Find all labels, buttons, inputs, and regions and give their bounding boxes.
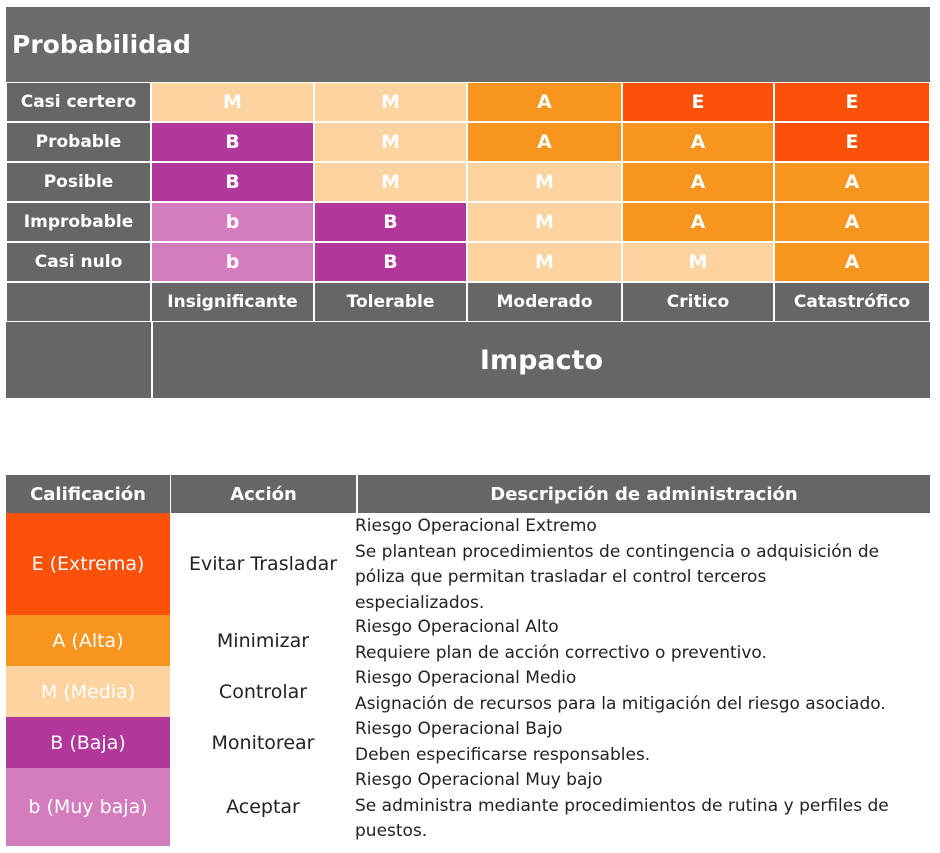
description-line: puestos. [355, 821, 428, 841]
risk-cell: B [151, 162, 314, 202]
risk-cell: M [467, 202, 622, 242]
description-line: póliza que permitan trasladar el control terceros [355, 567, 767, 587]
risk-cell: M [314, 162, 467, 202]
description-line: Se administra mediante procedimientos de rutina y perfiles de [355, 795, 889, 816]
risk-cell: M [151, 82, 314, 122]
description-cell [355, 768, 930, 845]
description-line: especializados. [355, 592, 485, 613]
impact-label: Moderado [467, 282, 622, 322]
risk-cell: E [622, 82, 774, 122]
description-line: Requiere plan de acción correctivo o preventivo. [355, 642, 767, 663]
risk-cell: A [774, 242, 930, 282]
corner-blank-bottom [6, 322, 151, 398]
description-line: Riesgo Operacional Bajo [355, 719, 563, 739]
description-line: Riesgo Operacional Medio [355, 668, 577, 688]
description-line: Riesgo Operacional Alto [355, 617, 559, 637]
impact-label: Critico [622, 282, 774, 322]
risk-cell: A [622, 162, 774, 202]
risk-cell: A [467, 82, 622, 122]
risk-cell: A [622, 122, 774, 162]
description-line: Riesgo Operacional Extremo [355, 516, 597, 536]
description-line: Asignación de recursos para la mitigación del riesgo asociado. [355, 693, 886, 714]
rating-cell: E (Extrema) [6, 513, 170, 615]
action-cell: Monitorear [211, 731, 315, 754]
description-cell [355, 717, 930, 768]
action-cell: Minimizar [216, 629, 310, 652]
risk-cell: A [774, 162, 930, 202]
rating-cell: b (Muy baja) [6, 768, 170, 846]
action-cell: Evitar Trasladar [188, 553, 338, 575]
risk-cell: M [467, 162, 622, 202]
description-line: Deben especificarse responsables. [355, 744, 651, 765]
header-description: Descripción de administración [356, 475, 930, 513]
risk-cell: M [314, 82, 467, 122]
probability-label: Probable [6, 122, 151, 162]
legend-table [6, 475, 930, 847]
risk-cell: A [622, 202, 774, 242]
probability-title: Probabilidad [6, 7, 930, 82]
risk-cell: E [774, 122, 930, 162]
probability-label: Casi nulo [6, 242, 151, 282]
rating-cell: B (Baja) [6, 717, 170, 768]
action-cell: Controlar [218, 680, 308, 703]
risk-cell: A [774, 202, 930, 242]
risk-cell: B [314, 242, 467, 282]
risk-cell: M [314, 122, 467, 162]
risk-cell: A [467, 122, 622, 162]
risk-cell: b [151, 242, 314, 282]
description-cell [355, 615, 930, 666]
impact-label: Tolerable [314, 282, 467, 322]
risk-cell: B [314, 202, 467, 242]
risk-cell: E [774, 82, 930, 122]
description-line: Se plantean procedimientos de contingencia o adquisición de [355, 541, 880, 562]
impact-title: Impacto [151, 322, 930, 398]
probability-label: Improbable [6, 202, 151, 242]
probability-label: Casi certero [6, 82, 151, 122]
description-cell [355, 514, 930, 616]
header-action: Acción [170, 475, 356, 513]
action-cell: Aceptar [226, 796, 300, 818]
impact-label: Insignificante [151, 282, 314, 322]
header-rating: Calificación [6, 475, 170, 513]
impact-label: Catastrófico [774, 282, 930, 322]
corner-blank [6, 282, 151, 322]
risk-cell: M [622, 242, 774, 282]
risk-matrix [6, 7, 930, 398]
description-line: Riesgo Operacional Muy bajo [355, 770, 603, 790]
risk-cell: M [467, 242, 622, 282]
risk-cell: B [151, 122, 314, 162]
probability-label: Posible [6, 162, 151, 202]
description-cell [355, 666, 930, 717]
rating-cell: M (Media) [6, 666, 170, 717]
rating-cell: A (Alta) [6, 615, 170, 666]
risk-cell: b [151, 202, 314, 242]
